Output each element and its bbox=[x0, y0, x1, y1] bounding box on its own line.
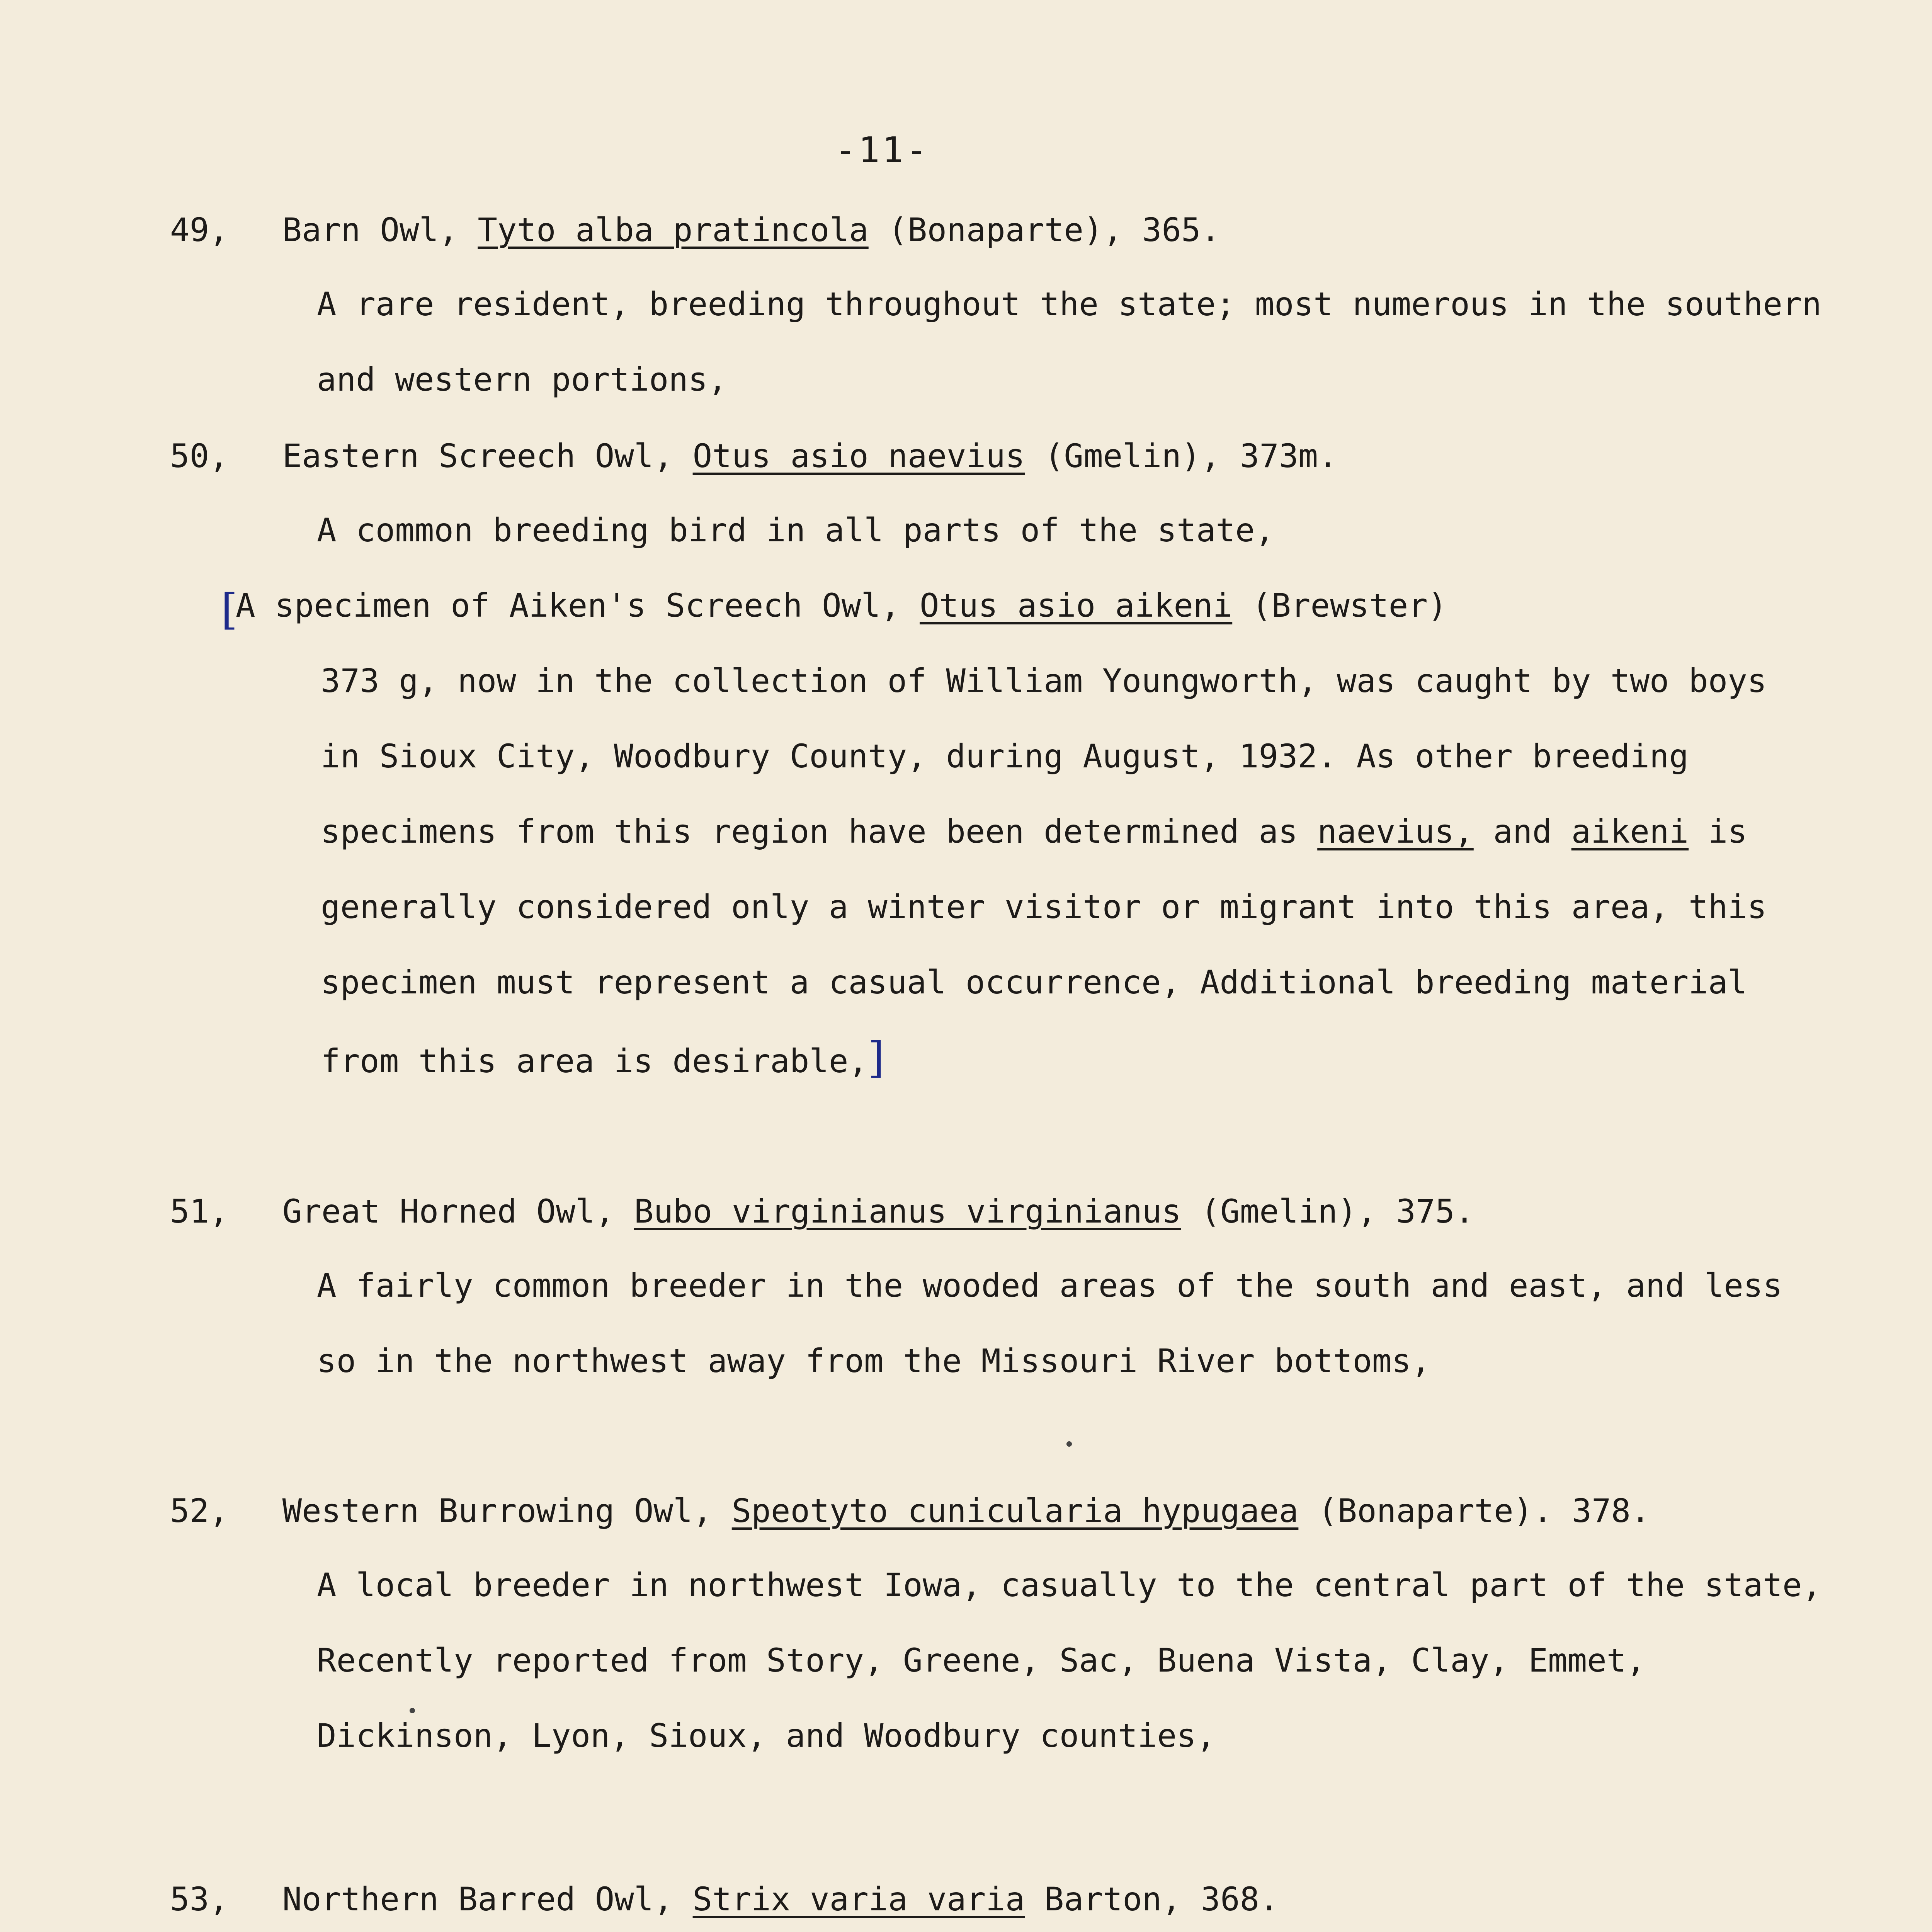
note-term-naevius: naevius, bbox=[1317, 813, 1474, 850]
entry-heading bbox=[170, 437, 1851, 475]
page-number: -11- bbox=[835, 129, 930, 171]
aou-code: 373m. bbox=[1240, 437, 1338, 475]
note-text: 373 g, now in the collection of William Youngworth, was caught by two boys in Sioux City, Woodbury County, during August, 1932. As other breeding specimens from this region have been determined as bbox=[321, 662, 1767, 850]
entry-heading bbox=[170, 1880, 1851, 1918]
note-body bbox=[321, 643, 1781, 1099]
entry-description: A rare resident, breeding throughout the state; most numerous in the southern and western portions, bbox=[317, 285, 1822, 398]
common-name: Eastern Screech Owl, bbox=[282, 437, 673, 475]
authority: (Bonaparte), bbox=[888, 211, 1123, 249]
aikeni-specimen-note bbox=[221, 568, 1781, 1099]
note-text: A specimen of Aiken's Screech Owl, bbox=[236, 587, 900, 624]
entry-number: 50, bbox=[170, 437, 229, 475]
entry-description: A common breeding bird in all parts of the state, bbox=[317, 511, 1275, 549]
entry-number: 52, bbox=[170, 1492, 229, 1530]
common-name: Great Horned Owl, bbox=[282, 1192, 615, 1230]
aou-code: 375. bbox=[1396, 1192, 1475, 1230]
authority: (Gmelin), bbox=[1201, 1192, 1377, 1230]
scientific-name: Speotyto cunicularia hypugaea bbox=[731, 1492, 1299, 1530]
close-bracket-mark: ] bbox=[868, 1033, 884, 1082]
ink-speck bbox=[1066, 1441, 1072, 1447]
scientific-name: Bubo virginianus virginianus bbox=[634, 1192, 1181, 1230]
entry-heading bbox=[170, 211, 1851, 249]
entry-description: A local breeder in northwest Iowa, casually to the central part of the state, Recently reported from Story, Greene, Sac, Buena Vista, Clay, Emmet, Dickinson, Lyon, Sioux, and Woodbury counties, bbox=[317, 1566, 1822, 1755]
aou-code: 365. bbox=[1142, 211, 1221, 249]
entry-number: 53, bbox=[170, 1880, 229, 1918]
authority: Barton, bbox=[1044, 1880, 1181, 1918]
entry-number: 51, bbox=[170, 1192, 229, 1230]
scientific-name: Strix varia varia bbox=[692, 1880, 1025, 1918]
aou-code: 378. bbox=[1572, 1492, 1650, 1530]
common-name: Northern Barred Owl, bbox=[282, 1880, 673, 1918]
entry-heading bbox=[170, 1192, 1851, 1231]
ink-speck bbox=[410, 1708, 415, 1713]
open-bracket-mark: [ bbox=[221, 585, 238, 634]
note-scientific-name: Otus asio aikeni bbox=[920, 587, 1233, 624]
authority: (Gmelin), bbox=[1044, 437, 1221, 475]
aou-code: 368. bbox=[1201, 1880, 1279, 1918]
species-entry-49 bbox=[170, 211, 1851, 417]
note-term-aikeni: aikeni bbox=[1571, 813, 1689, 850]
species-entry-51 bbox=[170, 1192, 1851, 1399]
entry-description: A fairly common breeder in the wooded areas of the south and east, and less so in the northwest away from the Missouri River bottoms, bbox=[317, 1267, 1782, 1380]
species-entry-52 bbox=[170, 1492, 1851, 1774]
authority: (Bonaparte). bbox=[1318, 1492, 1553, 1530]
species-entry-50 bbox=[170, 437, 1851, 568]
note-text: is generally considered only a winter visitor or migrant into this area, this specimen must represent a casual occurrence, Additional breeding material from this area is desirable, bbox=[321, 813, 1767, 1080]
note-first-line bbox=[236, 587, 1447, 624]
scientific-name: Tyto alba pratincola bbox=[478, 211, 869, 249]
entry-number: 49, bbox=[170, 211, 229, 249]
note-authority: (Brewster) bbox=[1252, 587, 1447, 624]
species-entry-53 bbox=[170, 1880, 1851, 1932]
common-name: Barn Owl, bbox=[282, 211, 458, 249]
scientific-name: Otus asio naevius bbox=[692, 437, 1025, 475]
entry-heading bbox=[170, 1492, 1851, 1530]
note-text: and bbox=[1493, 813, 1552, 850]
common-name: Western Burrowing Owl, bbox=[282, 1492, 713, 1530]
